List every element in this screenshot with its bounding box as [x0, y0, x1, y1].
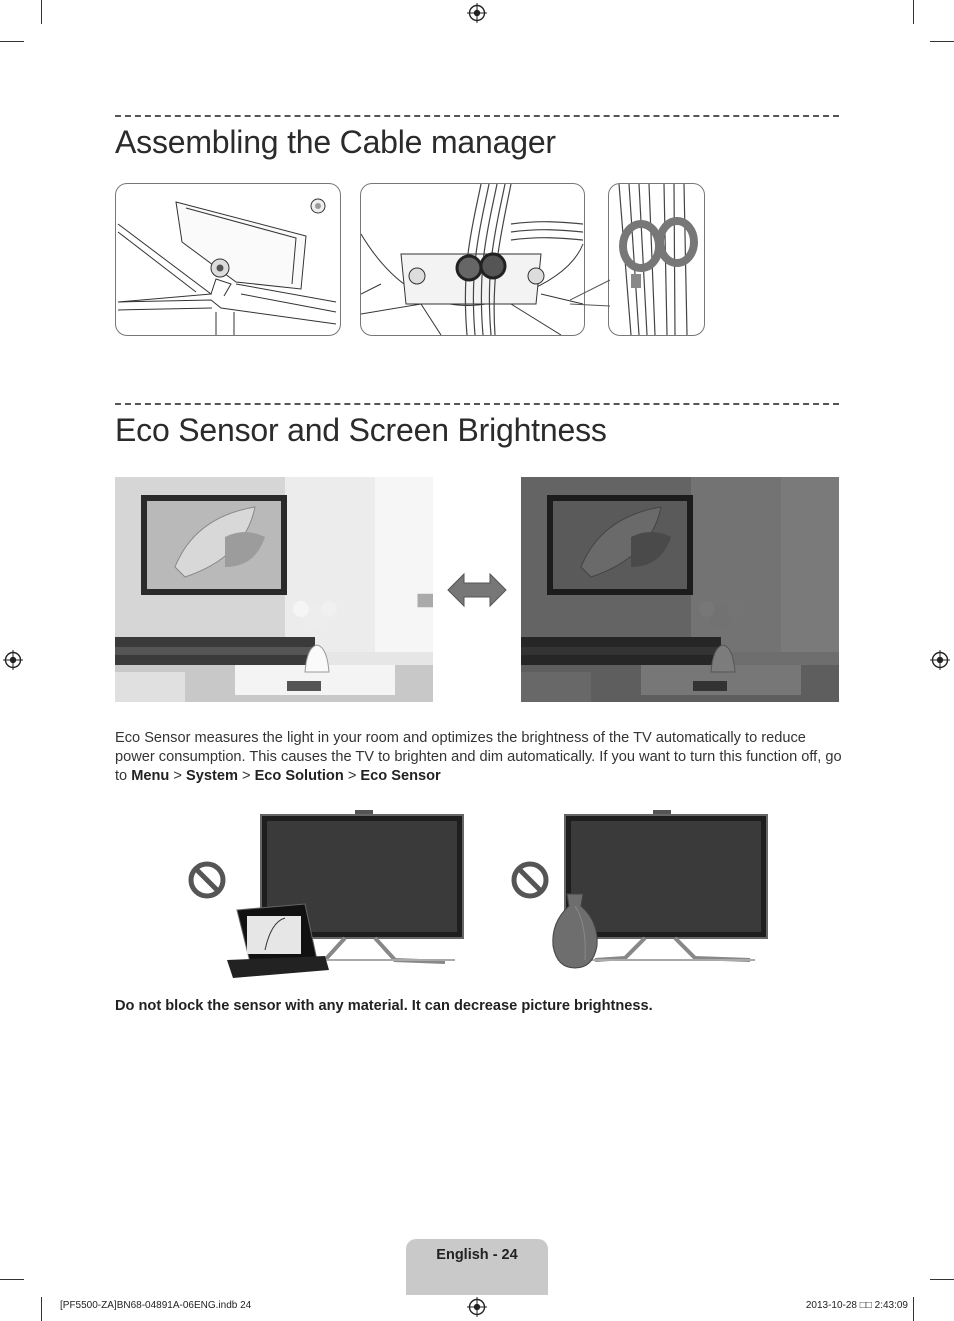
prohibited-icon — [187, 860, 227, 900]
menu-path-menu: Menu — [131, 768, 170, 785]
moon-icon — [775, 493, 839, 702]
footer-date: 2013-10-28 □□ 2:43:09 — [805, 1300, 908, 1311]
crop-mark — [0, 1279, 24, 1280]
bright-room-photo — [115, 477, 433, 702]
crop-mark — [0, 41, 24, 42]
crop-mark — [930, 1279, 954, 1280]
path-separator: > — [241, 768, 251, 785]
registration-mark-icon — [930, 650, 950, 670]
description-text: Eco Sensor measures the light in your room and optimizes the brightness of the TV automatically to reduce power consumption. This causes the TV to brighten and dim automatically. If you want to turn this function off, go to — [115, 730, 842, 785]
registration-mark-icon — [3, 650, 23, 670]
footer-file: [PF5500-ZA]BN68-04891A-06ENG.indb 24 — [60, 1300, 252, 1311]
cable-figure-stand — [115, 183, 341, 336]
crop-mark — [913, 1297, 914, 1321]
menu-path-eco-sensor: Eco Sensor — [360, 768, 441, 785]
section-divider — [115, 115, 839, 117]
section-title-cable: Assembling the Cable manager — [115, 124, 556, 160]
menu-path-system: System — [186, 768, 238, 785]
sun-icon — [362, 488, 433, 702]
tv-blocked-by-frame — [225, 810, 465, 982]
dim-room-photo — [521, 477, 839, 702]
crop-mark — [41, 0, 42, 24]
registration-mark-icon — [467, 1297, 487, 1317]
path-separator: > — [173, 768, 182, 785]
path-separator: > — [347, 768, 357, 785]
registration-mark-icon — [467, 3, 487, 23]
section-divider — [115, 403, 839, 405]
section-title-eco: Eco Sensor and Screen Brightness — [115, 412, 607, 448]
menu-path-eco-solution: Eco Solution — [254, 768, 344, 785]
page-number-tab — [406, 1239, 548, 1295]
prohibited-icon — [510, 860, 550, 900]
cable-figure-detail — [608, 183, 705, 336]
crop-mark — [41, 1297, 42, 1321]
cable-figure-clips — [360, 183, 585, 336]
crop-mark — [913, 0, 914, 24]
tv-blocked-by-vase — [545, 810, 770, 970]
crop-mark — [930, 41, 954, 42]
eco-sensor-description — [115, 729, 845, 787]
double-arrow-icon — [446, 570, 508, 610]
warning-text: Do not block the sensor with any material. It can decrease picture brightness. — [115, 998, 653, 1014]
detail-connector-lines — [570, 270, 614, 310]
page-number: English - 24 — [436, 1247, 518, 1263]
